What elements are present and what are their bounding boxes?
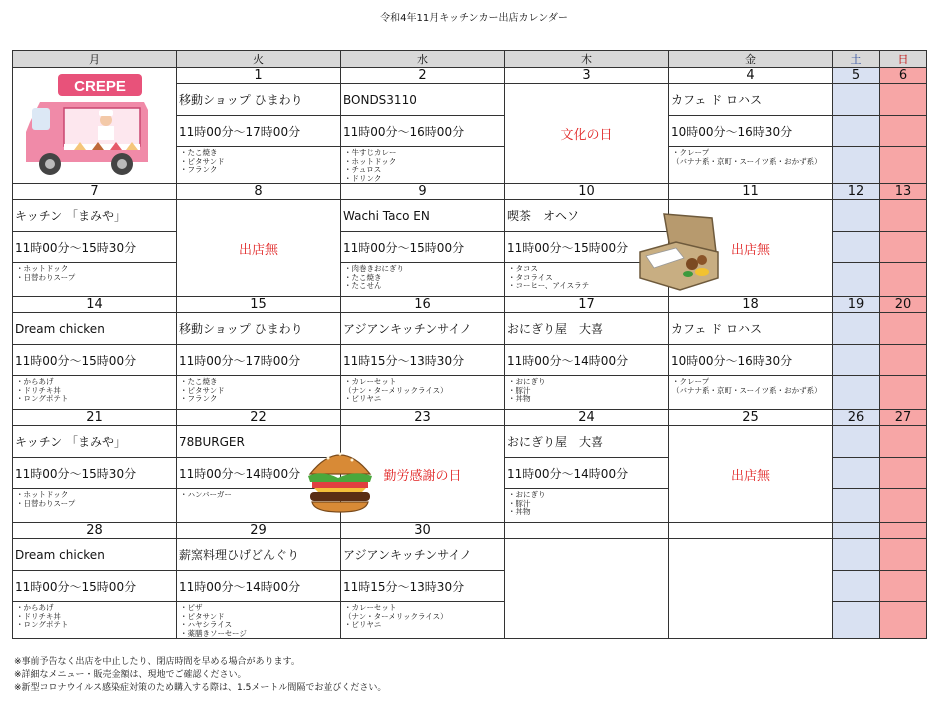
saturday-cell — [833, 232, 880, 263]
saturday-cell — [833, 426, 880, 458]
date-number: 15 — [177, 297, 341, 313]
saturday-cell — [833, 116, 880, 147]
closed-day-label: 勤労感謝の日 — [341, 426, 505, 523]
shop-name: キッチン 「まみや」 — [13, 426, 177, 458]
menu-list: ・ホットドック ・日替わりスープ — [13, 263, 177, 297]
shop-row — [13, 539, 927, 571]
crepe-truck-illustration — [22, 70, 152, 182]
sesame-seed — [327, 457, 330, 460]
closed-day-label: 出店無 — [669, 200, 833, 297]
date-number: 4 — [669, 68, 833, 84]
date-number: 27 — [880, 410, 927, 426]
date-number: 29 — [177, 523, 341, 539]
sunday-cell — [880, 571, 927, 602]
chef-hat — [99, 110, 113, 116]
sunday-cell — [880, 200, 927, 232]
date-number-empty — [505, 523, 669, 539]
saturday-cell — [833, 602, 880, 639]
bento-karaage — [697, 255, 707, 265]
menu-list: ・肉巻きおにぎり ・たこ焼き ・たこせん — [341, 263, 505, 297]
bento-box-illustration — [636, 208, 722, 294]
business-hours: 11時00分～17時00分 — [177, 116, 341, 147]
date-row — [13, 184, 927, 200]
business-hours: 11時15分～13時30分 — [341, 345, 505, 376]
closed-day-label: 出店無 — [177, 200, 341, 297]
burger-lettuce — [308, 473, 372, 482]
saturday-cell — [833, 147, 880, 184]
sunday-cell — [880, 489, 927, 523]
business-hours: 11時00分～15時30分 — [13, 458, 177, 489]
menu-list: ・カレーセット （ナン・ターメリックライス） ・ビリヤニ — [341, 602, 505, 639]
business-hours: 11時00分～14時00分 — [177, 571, 341, 602]
weekday-header-row — [13, 51, 927, 68]
note-line: ※新型コロナウイルス感染症対策のため購入する際は、1.5メートル間隔でお並びください。 — [14, 683, 387, 693]
shop-name: おにぎり屋 大喜 — [505, 426, 669, 458]
date-number-empty — [833, 523, 880, 539]
page-title: 令和4年11月キッチンカー出店カレンダー — [380, 13, 568, 24]
date-number: 6 — [880, 68, 927, 84]
date-number: 13 — [880, 184, 927, 200]
date-number: 22 — [177, 410, 341, 426]
date-number: 2 — [341, 68, 505, 84]
weekday-header: 水 — [341, 51, 505, 68]
burger-bun-bottom — [312, 502, 368, 512]
business-hours: 11時00分～14時00分 — [177, 458, 341, 489]
menu-list: ・クレープ （バナナ系・京町・スーイツ系・おかず系） — [669, 376, 833, 410]
closed-day-label: 文化の日 — [505, 84, 669, 184]
saturday-cell — [833, 313, 880, 345]
business-hours: 11時00分～15時00分 — [13, 571, 177, 602]
saturday-cell — [833, 376, 880, 410]
shop-name: 移動ショップ ひまわり — [177, 313, 341, 345]
date-number: 20 — [880, 297, 927, 313]
shop-name: Wachi Taco EN — [341, 200, 505, 232]
date-number: 30 — [341, 523, 505, 539]
saturday-cell — [833, 263, 880, 297]
sesame-seed — [351, 459, 354, 462]
sunday-cell — [880, 263, 927, 297]
menu-list: ・たこ焼き ・ピタサンド ・フランク — [177, 376, 341, 410]
saturday-cell — [833, 571, 880, 602]
menu-list: ・からあげ ・ドリチキ丼 ・ロングポテト — [13, 376, 177, 410]
shop-row — [13, 426, 927, 458]
date-number: 23 — [341, 410, 505, 426]
menu-list: ・からあげ ・ドリチキ丼 ・ロングポテト — [13, 602, 177, 639]
saturday-cell — [833, 345, 880, 376]
business-hours: 11時00分～14時00分 — [505, 345, 669, 376]
menu-list: ・タコス ・タコライス ・コーヒー、アイスラテ — [505, 263, 669, 297]
date-number: 10 — [505, 184, 669, 200]
date-number: 21 — [13, 410, 177, 426]
sunday-cell — [880, 345, 927, 376]
time-row — [13, 345, 927, 376]
date-row — [13, 297, 927, 313]
saturday-cell — [833, 84, 880, 116]
business-hours: 11時00分～15時00分 — [13, 345, 177, 376]
business-hours: 10時00分～16時30分 — [669, 116, 833, 147]
date-number: 16 — [341, 297, 505, 313]
note-line: ※詳細なメニュー・販売金額は、現地でご確認ください。 — [14, 670, 247, 680]
date-number: 11 — [669, 184, 833, 200]
date-number: 5 — [833, 68, 880, 84]
shop-name: カフェ ド ロハス — [669, 313, 833, 345]
notes-section — [14, 656, 386, 695]
sunday-cell — [880, 313, 927, 345]
menu-list: ・ハンバーガー — [177, 489, 341, 523]
empty-day-cell — [669, 539, 833, 639]
sunday-cell — [880, 458, 927, 489]
bento-egg — [695, 268, 709, 276]
business-hours: 11時00分～17時00分 — [177, 345, 341, 376]
shop-name: おにぎり屋 大喜 — [505, 313, 669, 345]
shop-name: キッチン 「まみや」 — [13, 200, 177, 232]
weekday-header: 月 — [13, 51, 177, 68]
business-hours: 11時00分～14時00分 — [505, 458, 669, 489]
truck-wheel-hub — [117, 159, 127, 169]
sesame-seed — [339, 453, 342, 456]
menu-list: ・ホットドック ・日替わりスープ — [13, 489, 177, 523]
date-number: 8 — [177, 184, 341, 200]
note-line: ※事前予告なく出店を中止したり、閉店時間を早める場合があります。 — [14, 657, 300, 667]
business-hours: 11時15分～13時30分 — [341, 571, 505, 602]
date-number: 26 — [833, 410, 880, 426]
shop-name: アジアンキッチンサイノ — [341, 539, 505, 571]
sunday-cell — [880, 116, 927, 147]
date-number: 19 — [833, 297, 880, 313]
burger-bun-top — [310, 455, 370, 474]
bento-tray — [640, 242, 718, 290]
shop-name: 喫茶 オヘソ — [505, 200, 669, 232]
truck-wheel-hub — [45, 159, 55, 169]
burger-tomato — [312, 482, 368, 488]
weekday-header-sunday: 日 — [880, 51, 927, 68]
date-number: 7 — [13, 184, 177, 200]
bento-greens — [683, 271, 693, 277]
business-hours: 11時00分～15時00分 — [505, 232, 669, 263]
sunday-cell — [880, 147, 927, 184]
weekday-header: 金 — [669, 51, 833, 68]
date-number: 12 — [833, 184, 880, 200]
shop-name: カフェ ド ロハス — [669, 84, 833, 116]
business-hours: 10時00分～16時30分 — [669, 345, 833, 376]
sunday-cell — [880, 84, 927, 116]
shop-name: Dream chicken — [13, 313, 177, 345]
date-number: 17 — [505, 297, 669, 313]
date-row — [13, 523, 927, 539]
weekday-header-saturday: 土 — [833, 51, 880, 68]
menu-list: ・たこ焼き ・ピタサンド ・フランク — [177, 147, 341, 184]
date-number: 9 — [341, 184, 505, 200]
date-number: 18 — [669, 297, 833, 313]
sunday-cell — [880, 232, 927, 263]
menu-list: ・おにぎり ・豚汁 ・丼物 — [505, 376, 669, 410]
shop-name: 78BURGER — [177, 426, 341, 458]
shop-name: BONDS3110 — [341, 84, 505, 116]
date-number-empty — [880, 523, 927, 539]
shop-row — [13, 200, 927, 232]
shop-row — [13, 313, 927, 345]
date-number: 24 — [505, 410, 669, 426]
truck-window — [32, 108, 50, 130]
saturday-cell — [833, 489, 880, 523]
weekday-header: 火 — [177, 51, 341, 68]
hamburger-illustration — [304, 440, 376, 516]
business-hours: 11時00分～15時00分 — [341, 232, 505, 263]
shop-name: 移動ショップ ひまわり — [177, 84, 341, 116]
date-number: 3 — [505, 68, 669, 84]
menu-list: ・ピザ ・ピタサンド ・ハヤシライス ・薬膳きソーセージ — [177, 602, 341, 639]
bento-karaage — [686, 258, 698, 270]
date-number: 14 — [13, 297, 177, 313]
sunday-cell — [880, 426, 927, 458]
sunday-cell — [880, 539, 927, 571]
sunday-cell — [880, 376, 927, 410]
date-number: 25 — [669, 410, 833, 426]
menu-list: ・カレーセット （ナン・ターメリックライス） ・ビリヤニ — [341, 376, 505, 410]
truck-sign-text: CREPE — [74, 78, 126, 95]
saturday-cell — [833, 539, 880, 571]
date-number: 28 — [13, 523, 177, 539]
menu-row — [13, 376, 927, 410]
date-row — [13, 410, 927, 426]
menu-list: ・おにぎり ・豚汁 ・丼物 — [505, 489, 669, 523]
business-hours: 11時00分～15時30分 — [13, 232, 177, 263]
menu-list: ・牛すじカレー ・ホットドック ・チュロス ・ドリンク — [341, 147, 505, 184]
date-number-empty — [669, 523, 833, 539]
burger-patty — [310, 492, 370, 501]
saturday-cell — [833, 458, 880, 489]
empty-day-cell — [505, 539, 669, 639]
saturday-cell — [833, 200, 880, 232]
business-hours: 11時00分～16時00分 — [341, 116, 505, 147]
shop-name: 薪窯料理ひげどんぐり — [177, 539, 341, 571]
menu-list: ・クレープ （バナナ系・京町・スーイツ系・おかず系） — [669, 147, 833, 184]
chef-body — [98, 126, 114, 140]
closed-day-label: 出店無 — [669, 426, 833, 523]
sunday-cell — [880, 602, 927, 639]
shop-name: アジアンキッチンサイノ — [341, 313, 505, 345]
shop-name: Dream chicken — [13, 539, 177, 571]
weekday-header: 木 — [505, 51, 669, 68]
date-number: 1 — [177, 68, 341, 84]
